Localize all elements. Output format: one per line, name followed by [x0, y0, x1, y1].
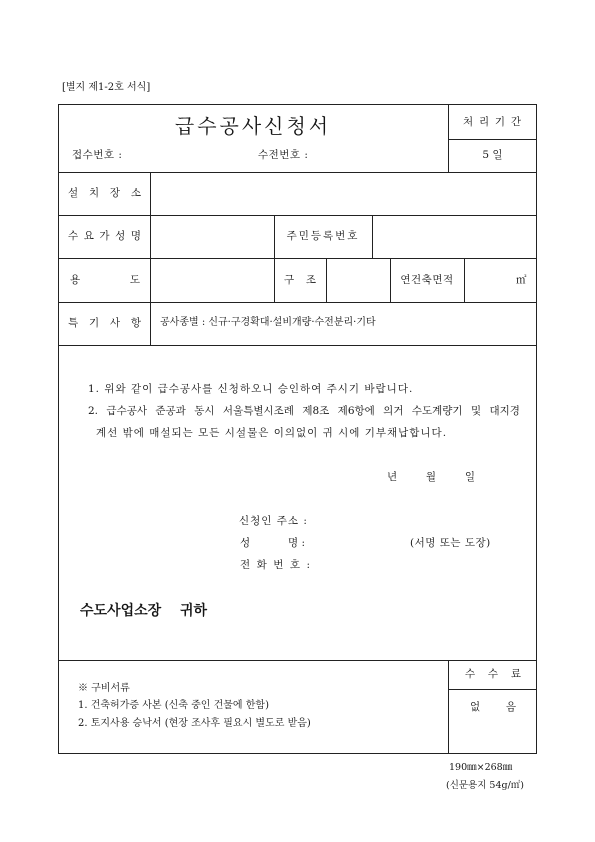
fee-label: 수 수 료 [465, 668, 521, 680]
row-divider [58, 302, 537, 303]
floor-area-unit: ㎡ [516, 274, 527, 286]
applicant-name-value [151, 216, 273, 257]
resident-number-value [373, 216, 536, 257]
paper-type: (신문용지 54g/㎡) [446, 780, 525, 791]
construction-type: 공사종별 : 신규·구경확대·설비개량·수전분리·기타 [160, 317, 376, 328]
date-line: 년 월 일 [387, 471, 475, 483]
statement-line-1: 1. 위와 같이 급수공사를 신청하오니 승인하여 주시기 바랍니다. [88, 383, 414, 395]
fee-value: 없 음 [470, 701, 516, 713]
row-divider [58, 345, 537, 346]
form-title: 급수공사신청서 [174, 114, 332, 138]
row-divider [58, 660, 537, 661]
applicant-name-label-left: 성 [240, 537, 251, 549]
structure-label: 구 조 [284, 274, 316, 286]
processing-period-label: 처 리 기 간 [463, 116, 521, 128]
fee-divider [448, 689, 537, 690]
structure-value [327, 259, 389, 301]
floor-area-label: 연건축면적 [400, 274, 454, 286]
special-notes-label: 특 기 사 항 [68, 317, 141, 329]
applicant-address-label: 신청인 주소 : [239, 515, 308, 527]
statement-line-3: 계선 밖에 매설되는 모든 시설물은 이의없이 귀 시에 기부채납합니다. [96, 427, 448, 439]
form-number: [별지 제1-2호 서식] [62, 82, 151, 93]
column-divider [464, 258, 465, 302]
fee-column-divider [448, 660, 449, 754]
paper-size: 190㎜×268㎜ [449, 762, 513, 773]
addressee: 수도사업소장 귀하 [80, 603, 208, 619]
applicant-name-label-right: 명 : [288, 537, 306, 549]
applicant-phone-label: 전 화 번 호 : [240, 559, 310, 571]
usage-value [151, 259, 273, 301]
usage-label: 용 도 [70, 274, 140, 286]
processing-period-value: 5 일 [482, 149, 503, 161]
applicant-name-label: 수 요 가 성 명 [68, 230, 141, 242]
row-divider [58, 258, 537, 259]
install-location-value [151, 173, 536, 214]
statement-line-2: 2. 급수공사 준공과 동시 서울특별시조례 제8조 제6항에 의거 수도계량기 및 대지경 [88, 405, 520, 417]
processing-period-divider [448, 139, 537, 140]
attachment-item: 2. 토지사용 승낙서 (현장 조사후 필요시 별도로 받음) [78, 718, 311, 729]
attachment-item: 1. 건축허가증 사본 (신축 중인 건물에 한함) [78, 700, 269, 711]
install-location-label: 설 치 장 소 [68, 187, 141, 199]
meter-number-label: 수전번호 : [258, 149, 309, 161]
attachments-heading: ※ 구비서류 [78, 683, 130, 694]
signature-note: (서명 또는 도장) [410, 537, 491, 549]
receipt-number-label: 접수번호 : [72, 149, 123, 161]
resident-number-label: 주민등록번호 [286, 230, 360, 242]
